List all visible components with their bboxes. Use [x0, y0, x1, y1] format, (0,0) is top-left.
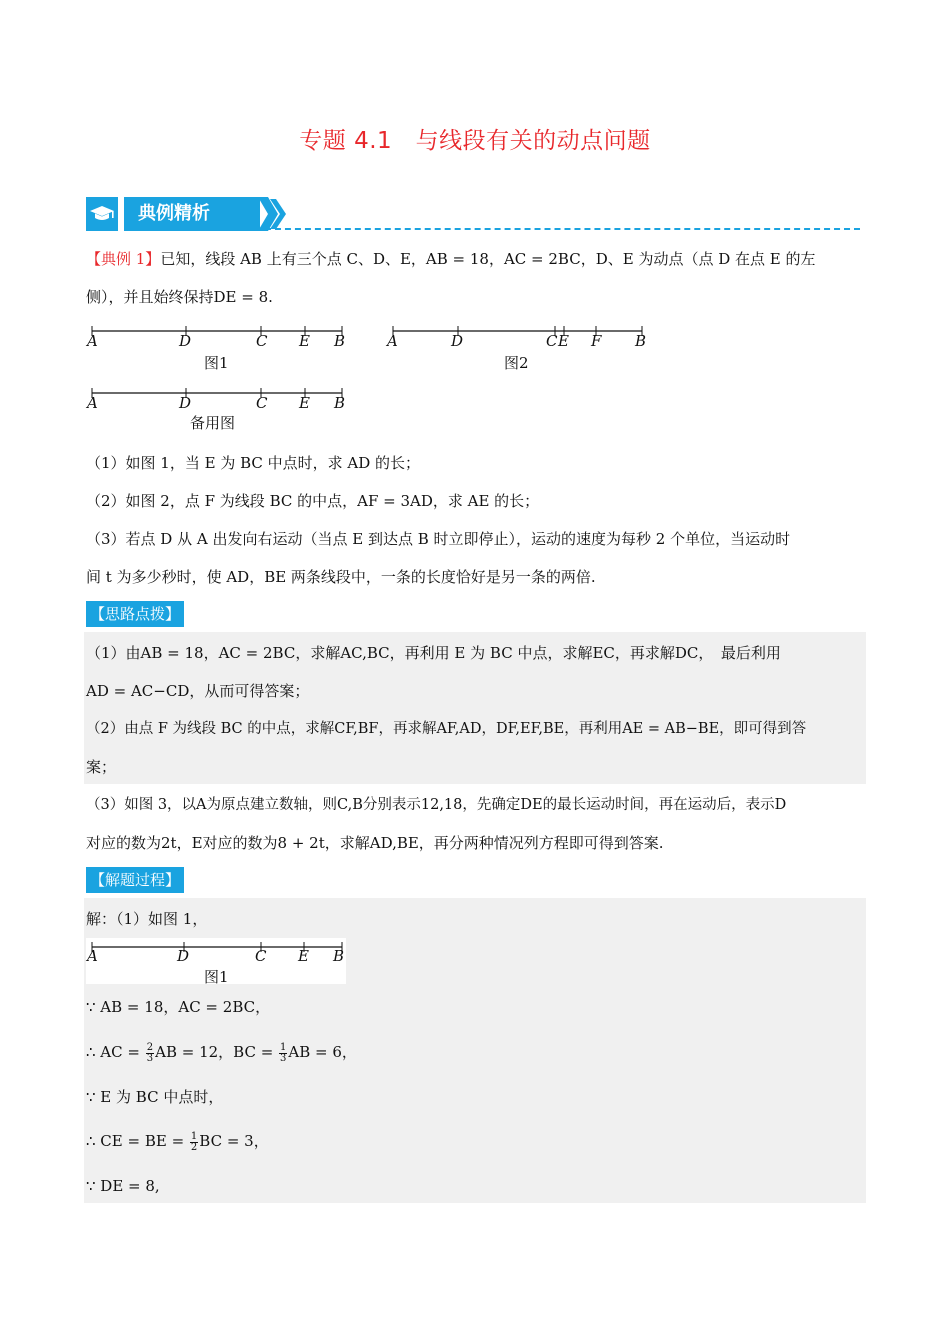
solution-step-5: ∵ DE = 8, — [86, 1177, 160, 1195]
question-1: （1）如图 1，当 E 为 BC 中点时，求 AD 的长； — [86, 454, 421, 472]
graduation-cap-icon — [86, 197, 118, 231]
fig1-caption: 图1 — [204, 354, 229, 372]
solution-fig-label-d: D — [177, 947, 190, 965]
example-tag: 【典例 1】 — [86, 250, 161, 268]
fig2-label-b: B — [635, 332, 647, 350]
question-3-line-1: （3）若点 D 从 A 出发向右运动（当点 E 到达点 B 时立即停止），运动的速度为每秒 2 个单位，当运动时 — [86, 530, 791, 548]
fig1-label-b: B — [334, 332, 346, 350]
solution-tag: 【解题过程】 — [86, 867, 184, 893]
spare-label-b: B — [334, 394, 346, 412]
fraction-one-third: $\frac{1}{3}$ — [280, 1041, 287, 1064]
solution-fig-caption: 图1 — [204, 968, 229, 986]
fig2-label-c: C — [546, 332, 558, 350]
fig1-label-e: E — [299, 332, 310, 350]
solution-step-4: ∴ CE = BE = $\frac{1}{2}$ BC = 3， — [86, 1130, 269, 1153]
example-line-1 — [86, 249, 816, 269]
hint-line-5: （3）如图 3，以A为原点建立数轴，则C,B分别表示12,18，先确定DE的最长运动时间，再在运动后，表示D — [86, 797, 787, 813]
fig1-label-d: D — [179, 332, 192, 350]
spare-label-d: D — [179, 394, 192, 412]
solution-fig-label-e: E — [298, 947, 309, 965]
fig2-label-f: F — [591, 332, 602, 350]
fig2-caption: 图2 — [504, 354, 529, 372]
solution-step-1: ∵ AB = 18，AC = 2BC， — [86, 998, 271, 1016]
spare-label-c: C — [256, 394, 268, 412]
solution-fig-label-b: B — [333, 947, 345, 965]
question-2: （2）如图 2，点 F 为线段 BC 的中点，AF = 3AD，求 AE 的长； — [86, 492, 540, 510]
example-text-1: 已知，线段 AB 上有三个点 C、D、E，AB = 18，AC = 2BC，D、E 为动点（点 D 在点 E 的左 — [160, 250, 816, 268]
fig2-label-d: D — [451, 332, 464, 350]
example-line-2: 侧），并且始终保持DE = 8. — [86, 288, 273, 306]
hint-tag: 【思路点拨】 — [86, 601, 184, 627]
hint-line-6: 对应的数为2t，E对应的数为8 + 2t，求解AD,BE，再分两种情况列方程即可得到答案. — [86, 834, 664, 852]
page-title: 专题 4.1 与线段有关的动点问题 — [299, 128, 651, 154]
question-3-line-2: 间 t 为多少秒时，使 AD，BE 两条线段中，一条的长度恰好是另一条的两倍. — [86, 568, 596, 586]
number-line-figure-2 — [386, 324, 648, 352]
fraction-two-thirds: $\frac{2}{3}$ — [146, 1041, 154, 1064]
chevron-right-icon — [256, 197, 346, 231]
hint-line-4: 案； — [86, 758, 117, 776]
hint-line-2: AD = AC−CD，从而可得答案； — [86, 682, 310, 700]
solution-fig-label-a: A — [87, 947, 98, 965]
fraction-one-half: $\frac{1}{2}$ — [190, 1130, 198, 1153]
hint-line-1: （1）由AB = 18，AC = 2BC，求解AC,BC，再利用 E 为 BC 中点，求解EC，再求解DC， 最后利用 — [86, 644, 781, 662]
spare-label-e: E — [299, 394, 310, 412]
fig1-label-a: A — [87, 332, 98, 350]
solution-step-2: ∴ AC = $\frac{2}{3}$ AB = 12，BC = $\frac{1}{3}$ AB = 6， — [86, 1041, 357, 1064]
spare-label-a: A — [87, 394, 98, 412]
solution-step-3: ∵ E 为 BC 中点时， — [86, 1088, 224, 1106]
section-divider — [255, 228, 860, 230]
fig2-label-a: A — [387, 332, 398, 350]
hint-line-3: （2）由点 F 为线段 BC 的中点，求解CF,BF，再求解AF,AD，DF,EF,BE，再利用AE = AB−BE，即可得到答 — [86, 721, 807, 737]
solution-intro: 解：（1）如图 1， — [86, 910, 208, 928]
spare-caption: 备用图 — [190, 414, 236, 432]
section-header-label: 典例精析 — [124, 197, 260, 231]
solution-fig-label-c: C — [255, 947, 267, 965]
fig1-label-c: C — [256, 332, 268, 350]
fig2-label-e: E — [558, 332, 569, 350]
